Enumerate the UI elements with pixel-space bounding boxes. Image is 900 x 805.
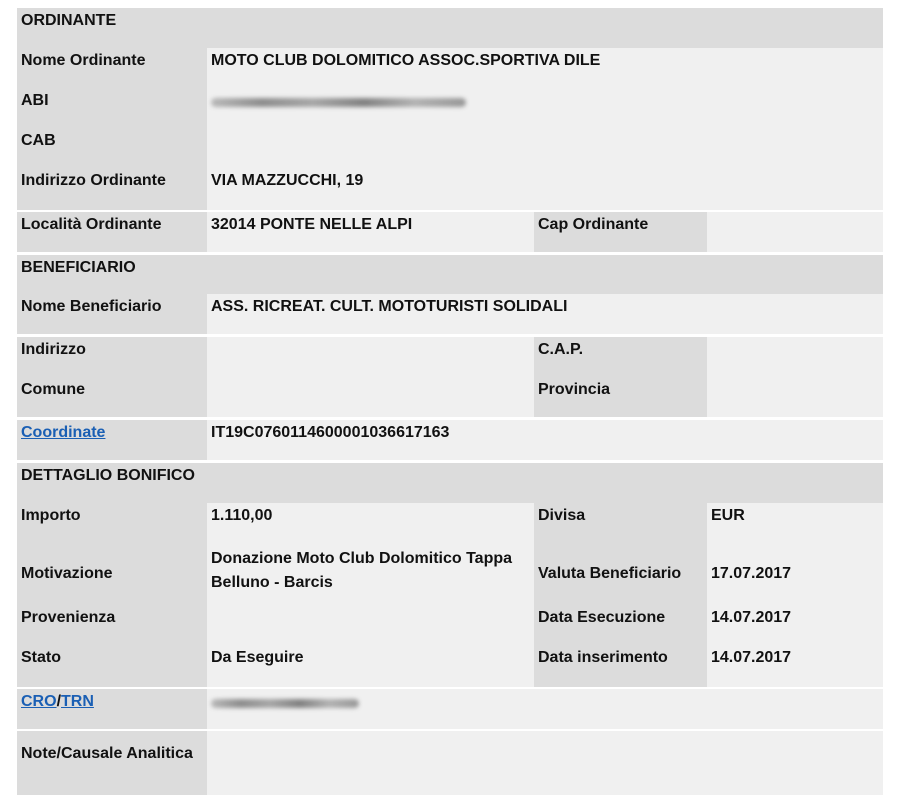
- label-data-esecuzione: Data Esecuzione: [534, 605, 707, 645]
- label-divisa: Divisa: [534, 503, 707, 543]
- label-note: Note/Causale Analitica: [17, 731, 207, 795]
- row-comune: [17, 377, 883, 417]
- label-abi: ABI: [17, 88, 207, 128]
- label-motivazione: Motivazione: [17, 543, 207, 605]
- row-provenienza: [17, 605, 883, 645]
- label-provenienza: Provenienza: [17, 605, 207, 645]
- label-nome-beneficiario: Nome Beneficiario: [17, 294, 207, 334]
- label-cap-ordinante: Cap Ordinante: [534, 212, 707, 252]
- label-cap: C.A.P.: [534, 337, 707, 377]
- value-provincia: [707, 377, 883, 417]
- row-coordinate: [17, 420, 883, 460]
- value-comune: [207, 377, 534, 417]
- redacted-cro-trn: [211, 699, 359, 708]
- motivazione-line-2: Belluno - Barcis: [211, 574, 333, 591]
- row-indirizzo-ordinante: [17, 168, 883, 210]
- section-title-ordinante: ORDINANTE: [17, 8, 883, 48]
- value-provenienza: [207, 605, 534, 645]
- row-abi: [17, 88, 883, 128]
- label-cab: CAB: [17, 128, 207, 168]
- label-indirizzo: Indirizzo: [17, 337, 207, 377]
- motivazione-line-1: Donazione Moto Club Dolomitico Tappa: [211, 550, 513, 567]
- section-dettaglio: [17, 463, 883, 503]
- label-importo: Importo: [17, 503, 207, 543]
- value-data-inserimento: 14.07.2017: [707, 645, 883, 687]
- label-cro-trn: [17, 689, 207, 729]
- label-provincia: Provincia: [534, 377, 707, 417]
- row-cab: [17, 128, 883, 168]
- redacted-abi: [211, 98, 466, 107]
- value-indirizzo-ordinante: VIA MAZZUCCHI, 19: [207, 168, 883, 210]
- value-cro-trn: [207, 689, 883, 729]
- label-nome-ordinante: Nome Ordinante: [17, 48, 207, 88]
- row-motivazione: [17, 543, 883, 605]
- coordinate-link[interactable]: Coordinate: [21, 424, 106, 441]
- value-cap: [707, 337, 883, 377]
- row-nome-beneficiario: [17, 294, 883, 334]
- cro-trn-separator: /: [56, 693, 62, 710]
- row-indirizzo-beneficiario: [17, 337, 883, 377]
- section-ordinante: [17, 8, 883, 48]
- value-cap-ordinante: [707, 212, 883, 252]
- value-localita-ordinante: 32014 PONTE NELLE ALPI: [207, 212, 534, 252]
- value-stato: Da Eseguire: [207, 645, 534, 687]
- row-importo: [17, 503, 883, 543]
- cro-link[interactable]: CRO: [21, 693, 57, 710]
- value-note: [207, 731, 883, 795]
- section-beneficiario: [17, 255, 883, 294]
- section-title-beneficiario: BENEFICIARIO: [17, 255, 883, 294]
- value-coordinate: IT19C0760114600001036617163: [207, 420, 883, 460]
- value-abi: [207, 88, 883, 128]
- label-valuta-beneficiario: Valuta Beneficiario: [534, 543, 707, 605]
- value-nome-beneficiario: ASS. RICREAT. CULT. MOTOTURISTI SOLIDALI: [207, 294, 883, 334]
- section-title-dettaglio: DETTAGLIO BONIFICO: [17, 463, 883, 503]
- row-cro-trn: [17, 689, 883, 729]
- value-nome-ordinante: MOTO CLUB DOLOMITICO ASSOC.SPORTIVA DILE: [207, 48, 883, 88]
- label-indirizzo-ordinante: Indirizzo Ordinante: [17, 168, 207, 210]
- value-indirizzo: [207, 337, 534, 377]
- row-nome-ordinante: [17, 48, 883, 88]
- label-localita-ordinante: Località Ordinante: [17, 212, 207, 252]
- value-motivazione: [207, 543, 534, 605]
- row-localita-ordinante: [17, 212, 883, 252]
- value-valuta-beneficiario: 17.07.2017: [707, 543, 883, 605]
- label-stato: Stato: [17, 645, 207, 687]
- label-comune: Comune: [17, 377, 207, 417]
- value-divisa: EUR: [707, 503, 883, 543]
- value-importo: 1.110,00: [207, 503, 534, 543]
- row-note: [17, 731, 883, 795]
- trn-link[interactable]: TRN: [61, 693, 94, 710]
- value-cab: [207, 128, 883, 168]
- value-data-esecuzione: 14.07.2017: [707, 605, 883, 645]
- label-data-inserimento: Data inserimento: [534, 645, 707, 687]
- label-coordinate: [17, 420, 207, 460]
- row-stato: [17, 645, 883, 687]
